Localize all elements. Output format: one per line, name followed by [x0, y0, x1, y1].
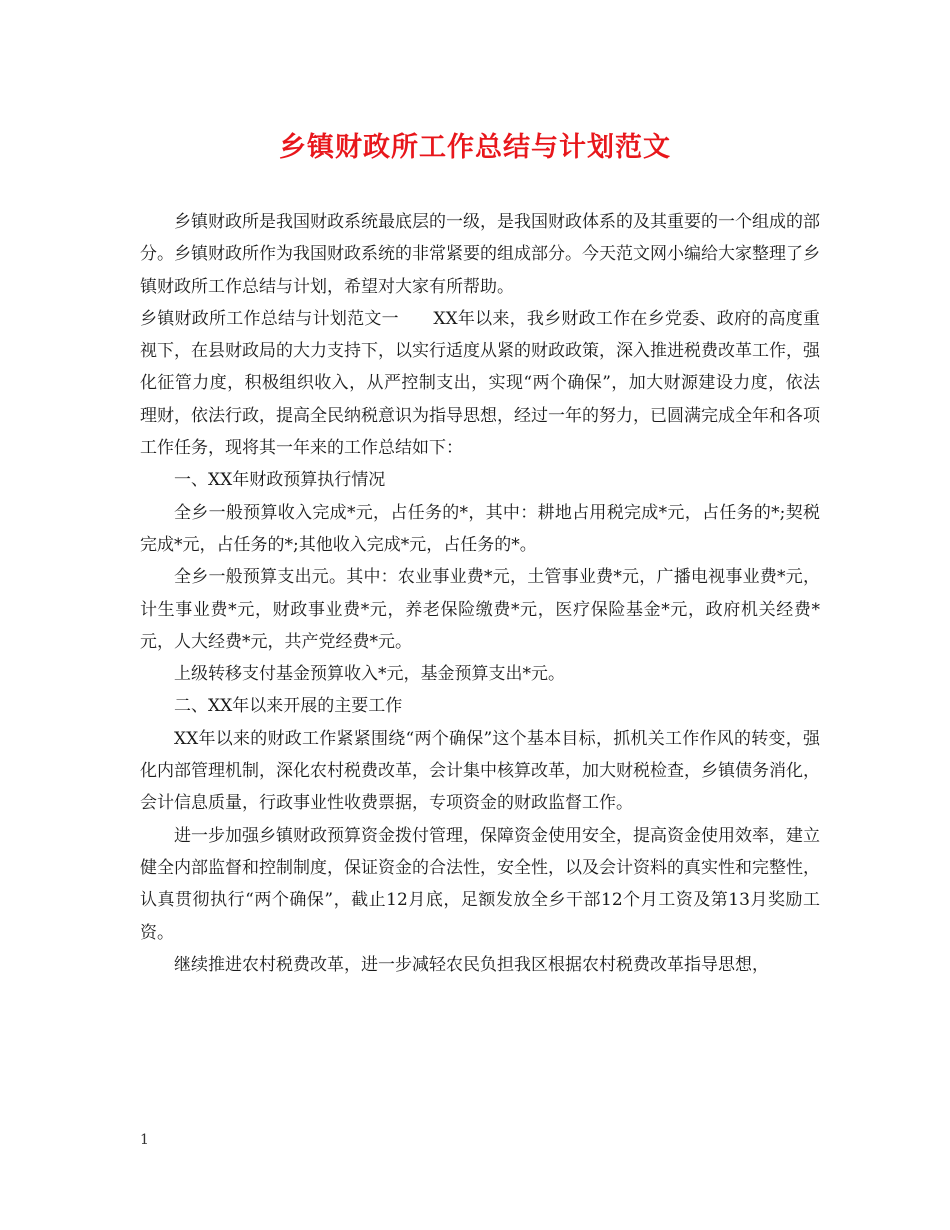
- paragraph-budget-expenditure: 全乡一般预算支出元。其中：农业事业费*元，土管事业费*元，广播电视事业费*元，计生事业费*元，财政事业费*元，养老保险缴费*元，医疗保险基金*元，政府机关经费*元，人大经费*元，共产党经费*元。: [140, 567, 820, 652]
- paragraph-tax-reform: 继续推进农村税费改革，进一步减轻农民负担我区根据农村税费改革指导思想，: [174, 954, 769, 975]
- paragraph-intro: 乡镇财政所是我国财政系统最底层的一级，是我国财政体系的及其重要的一个组成的部分。乡镇财政所作为我国财政系统的非常紧要的组成部分。今天范文网小编给大家整理了乡镇财政所工作总结与计划，希望对大家有所帮助。: [140, 212, 820, 297]
- paragraph-summary-one: 乡镇财政所工作总结与计划范文一 XX年以来，我乡财政工作在乡党委、政府的高度重视下，在县财政局的大力支持下，以实行适度从紧的财政政策，深入推进税费改革工作，强化征管力度，积极组织收入，从严控制支出，实现“两个确保”，加大财源建设力度，依法理财，依法行政，提高全民纳税意识为指导思想，经过一年的努力，已圆满完成全年和各项工作任务，现将其一年来的工作总结如下：: [140, 308, 820, 459]
- paragraph-fund-management: 进一步加强乡镇财政预算资金拨付管理，保障资金使用安全，提高资金使用效率，建立健全内部监督和控制制度，保证资金的合法性，安全性，以及会计资料的真实性和完整性，认真贯彻执行“两个确保”，截止12月底，足额发放全乡干部12个月工资及第13月奖励工资。: [140, 825, 820, 943]
- paragraph-budget-income: 全乡一般预算收入完成*元，占任务的*，其中：耕地占用税完成*元，占任务的*;契税完成*元，占任务的*;其他收入完成*元，占任务的*。: [140, 502, 820, 555]
- paragraph-transfer-payment: 上级转移支付基金预算收入*元，基金预算支出*元。: [174, 664, 565, 685]
- page-number: 1: [140, 1132, 149, 1148]
- paragraph-main-work: XX年以来的财政工作紧紧围绕“两个确保”这个基本目标，抓机关工作作风的转变，强化内部管理机制，深化农村税费改革，会计集中核算改革，加大财税检查，乡镇债务消化，会计信息质量，行政事业性收费票据，专项资金的财政监督工作。: [140, 728, 820, 814]
- document-title: 乡镇财政所工作总结与计划范文: [279, 132, 671, 163]
- section-heading-budget: 一、XX年财政预算执行情况: [174, 470, 386, 491]
- document-body: [140, 206, 820, 981]
- section-heading-main-work: 二、XX年以来开展的主要工作: [174, 696, 403, 717]
